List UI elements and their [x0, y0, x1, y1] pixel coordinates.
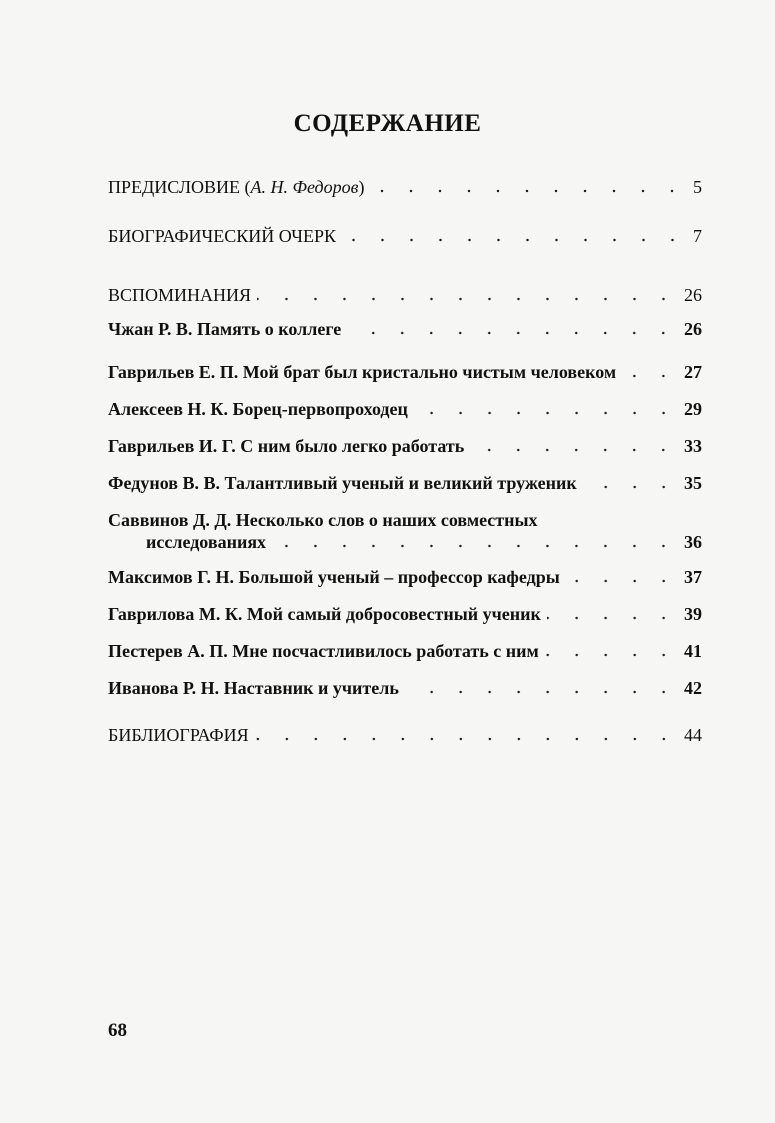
toc-entry[interactable]	[108, 566, 702, 588]
toc-label: БИОГРАФИЧЕСКИЙ ОЧЕРК	[108, 226, 336, 246]
toc-entry[interactable]	[108, 472, 702, 494]
dot-leader	[405, 690, 678, 694]
toc-entry[interactable]	[108, 435, 702, 457]
dot-leader	[347, 331, 678, 335]
toc-entry-continuation[interactable]	[146, 531, 702, 553]
dot-leader	[547, 616, 678, 620]
dot-leader	[583, 485, 678, 489]
toc-page: 44	[684, 725, 702, 745]
toc-label: Пестерев А. П. Мне посчастливилось работать с ним	[108, 641, 539, 661]
toc-page: 27	[684, 362, 702, 382]
dot-leader	[470, 448, 678, 452]
toc-page: 29	[684, 399, 702, 419]
toc-label: Гаврилова М. К. Мой самый добросовестный ученик	[108, 604, 541, 624]
toc-page: 33	[684, 436, 702, 456]
dot-leader	[566, 579, 678, 583]
toc-label: Гаврильев Е. П. Мой брат был кристально чистым человеком	[108, 362, 617, 382]
toc-label: Федунов В. В. Талантливый ученый и великий труженик	[108, 473, 577, 493]
dot-leader	[255, 737, 678, 741]
dot-leader	[342, 238, 687, 242]
dot-leader	[545, 653, 678, 657]
toc-page: 42	[684, 678, 702, 698]
toc-entry-biography[interactable]	[108, 225, 702, 247]
toc-entry[interactable]	[108, 640, 702, 662]
dot-leader	[622, 374, 678, 378]
toc-label: Саввинов Д. Д. Несколько слов о наших совместных	[108, 510, 538, 530]
toc-label: Алексеев Н. К. Борец-первопроходец	[108, 399, 408, 419]
toc-label: Чжан Р. В. Память о коллеге	[108, 319, 342, 339]
toc-entry-memories[interactable]	[108, 284, 702, 306]
toc-label-end: )	[358, 177, 365, 197]
toc-label: Гаврильев И. Г. С ним было легко работать	[108, 436, 465, 456]
toc-page: 26	[684, 285, 702, 305]
toc-author: А. Н. Федоров	[250, 177, 359, 197]
toc-entry[interactable]	[108, 509, 702, 531]
dot-leader	[257, 297, 678, 301]
toc-label: ВСПОМИНАНИЯ	[108, 285, 252, 305]
toc-label: ПРЕДИСЛОВИЕ (	[108, 177, 251, 197]
page-number: 68	[108, 1020, 127, 1041]
toc-page: 39	[684, 604, 702, 624]
toc-page: 36	[684, 532, 702, 552]
dot-leader	[414, 411, 678, 415]
toc-label-continuation: исследованиях	[146, 532, 267, 552]
toc-label: Иванова Р. Н. Наставник и учитель	[108, 678, 399, 698]
toc-page: 5	[693, 177, 702, 197]
toc-entry[interactable]	[108, 677, 702, 699]
toc-entry-bibliography[interactable]	[108, 724, 702, 746]
dot-leader	[272, 544, 678, 548]
dot-leader	[370, 189, 687, 193]
toc-label: БИБЛИОГРАФИЯ	[108, 725, 249, 745]
toc-page: 37	[684, 567, 702, 587]
toc-entry-preface[interactable]	[108, 176, 702, 198]
page-title: СОДЕРЖАНИЕ	[293, 110, 482, 137]
toc-page: 41	[684, 641, 702, 661]
toc-entry[interactable]	[108, 361, 702, 383]
toc-page: 35	[684, 473, 702, 493]
toc-entry[interactable]	[108, 603, 702, 625]
toc-page: 26	[684, 319, 702, 339]
toc-page: 7	[693, 226, 702, 246]
toc-entry[interactable]	[108, 398, 702, 420]
toc-label: Максимов Г. Н. Большой ученый – профессор кафедры	[108, 567, 560, 587]
toc-entry[interactable]	[108, 318, 702, 340]
